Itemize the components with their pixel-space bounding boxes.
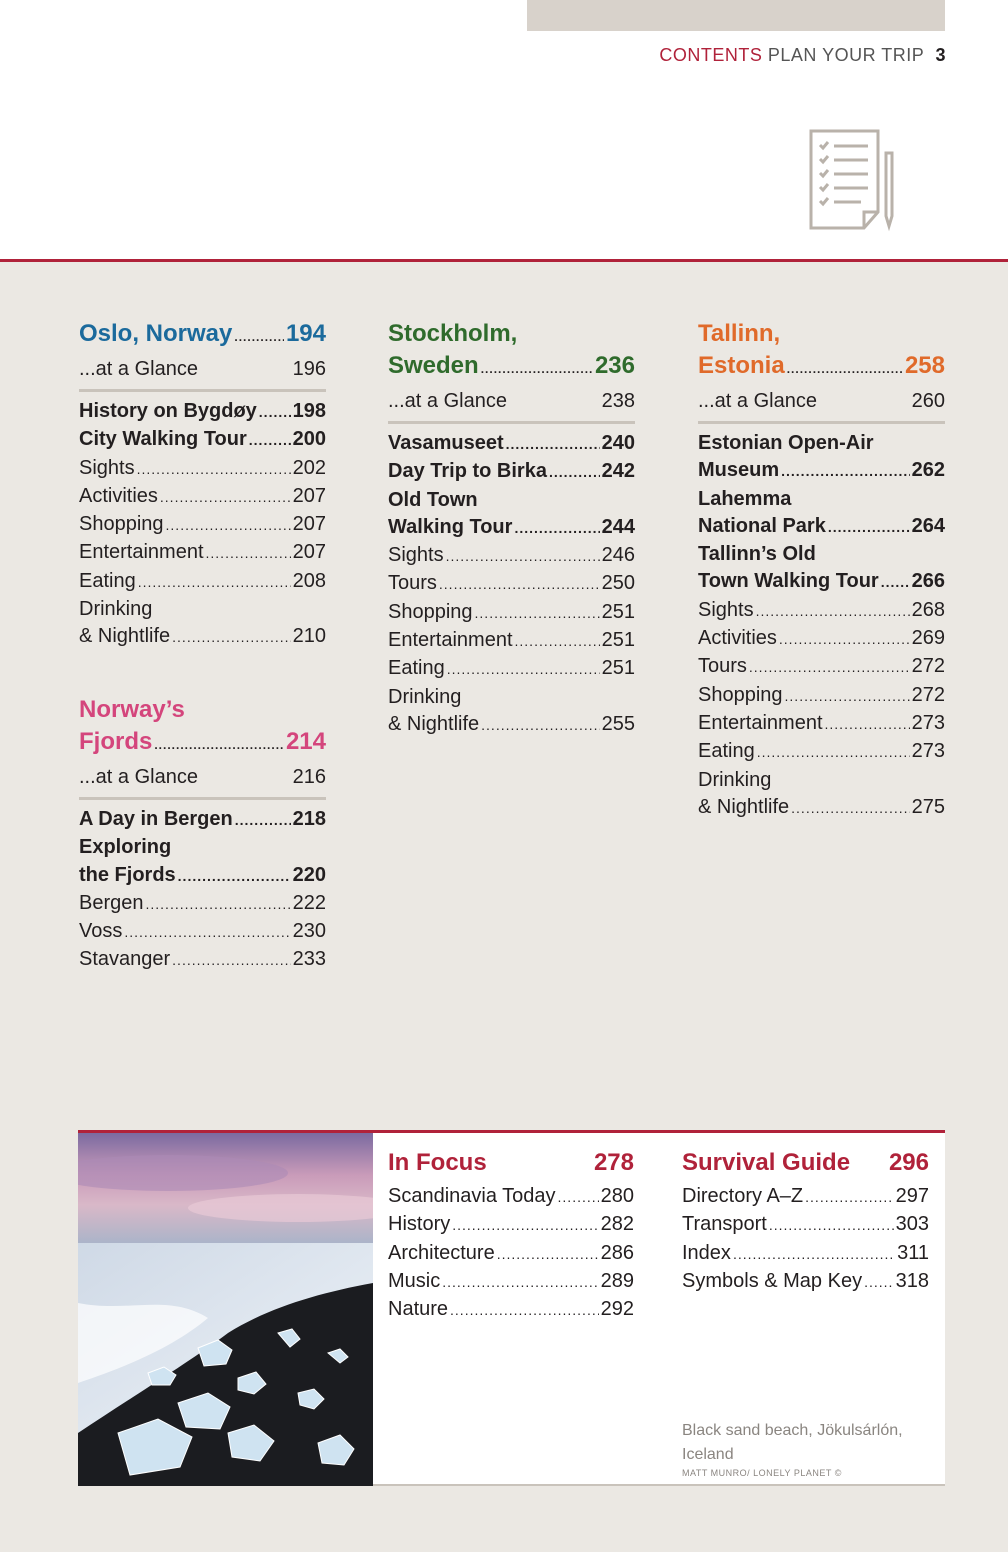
dot-leader [439,571,600,598]
dot-leader [178,863,291,890]
dot-leader [235,807,291,834]
toc-entry[interactable] [79,398,326,426]
toc-entry-label: Tours [698,655,747,678]
toc-entry-page: 303 [895,1213,929,1236]
toc-entry[interactable] [698,430,945,457]
page-number: 3 [935,45,946,65]
dot-leader [172,624,290,651]
toc-entry[interactable] [388,570,635,598]
header-rule [0,259,1008,262]
dot-leader [481,712,599,739]
toc-entry-label: Tours [388,572,437,595]
tallinn-glance[interactable]: ...at a Glance 260 [698,387,945,424]
toc-entry-label: Day Trip to Birka [388,460,547,483]
dot-leader [781,458,910,485]
dot-leader [206,540,291,567]
toc-entry-label: & Nightlife [79,625,171,648]
survival-title[interactable]: Survival Guide 296 [682,1149,929,1176]
toc-entry-page: 207 [292,541,326,564]
toc-entry-page: 280 [600,1185,634,1207]
toc-entry-page: 269 [911,627,945,650]
dot-leader [791,795,909,822]
toc-entry[interactable] [388,684,635,711]
toc-entry-label: Museum [698,459,780,482]
toc-entry[interactable] [388,627,635,655]
toc-entry-page: 272 [911,683,945,706]
dot-leader [442,1269,598,1296]
toc-entry[interactable] [79,890,326,918]
toc-entry-label: Entertainment [388,629,513,652]
toc-entry-label: Activities [79,484,158,507]
toc-entry-page: 272 [911,655,945,678]
toc-entry-label: Architecture [388,1241,495,1264]
toc-entry-label: Shopping [79,513,164,536]
toc-entry[interactable] [79,623,326,651]
beach-photo [78,1133,373,1486]
dot-leader [881,569,910,596]
toc-entry-page: 202 [292,456,326,479]
dot-leader [558,1184,599,1211]
dot-leader [447,656,600,683]
toc-entry-label: Directory A–Z [682,1185,804,1207]
dot-leader [769,1212,894,1239]
toc-entry-page: 297 [895,1185,929,1207]
toc-entry[interactable] [388,458,635,486]
toc-entry-label: Index [682,1241,731,1264]
toc-entry-label: Stavanger [79,948,171,971]
toc-entry-label: Tallinn’s Old [698,543,816,566]
toc-entry[interactable] [698,457,945,485]
dot-leader [515,628,600,655]
toc-entry-label: Eating [388,657,445,680]
dot-leader [137,456,291,483]
toc-entry-label: Eating [79,569,136,592]
stockholm-entries [388,430,635,739]
toc-entry[interactable] [698,541,945,568]
toc-entry-label: History [388,1213,451,1236]
toc-entry-label: Entertainment [698,711,823,734]
dot-leader [864,1269,894,1296]
toc-entry[interactable] [388,430,635,458]
dot-leader [259,399,291,426]
toc-entry-page: 255 [601,712,635,735]
toc-entry-page: 273 [911,740,945,763]
toc-entry-page: 222 [292,891,326,914]
toc-entry[interactable] [388,1240,634,1268]
toc-entry[interactable] [79,511,326,539]
dot-leader [549,459,600,486]
dot-leader [756,598,910,625]
toc-entry-page: 282 [600,1213,634,1236]
toc-entry[interactable] [698,625,945,653]
toc-entry[interactable] [698,653,945,681]
fjords-entries [79,806,326,975]
dot-leader [506,431,600,458]
toc-entry-label: Music [388,1269,441,1292]
toc-entry[interactable] [79,834,326,861]
toc-entry[interactable] [388,599,635,627]
bottom-panel [78,1130,945,1486]
toc-entry[interactable] [698,710,945,738]
toc-entry-label: Drinking [388,685,462,708]
dot-leader [138,569,291,596]
toc-entry-page: 230 [292,920,326,943]
toc-entry[interactable] [698,767,945,794]
dot-leader [749,654,910,681]
toc-entry-page: 218 [292,808,326,830]
toc-entry[interactable] [682,1240,929,1268]
stockholm-title[interactable]: Stockholm, Sweden ..... 236 [388,318,635,385]
toc-entry[interactable] [388,711,635,739]
toc-entry-page: 264 [911,514,945,537]
toc-entry[interactable] [698,513,945,541]
toc-entry[interactable] [698,738,945,766]
toc-entry-page: 311 [897,1241,929,1264]
survival-section [682,1147,929,1296]
toc-entry-label: Estonian Open-Air [698,432,874,454]
toc-entry-label: Transport [682,1213,767,1236]
toc-entry-label: Eating [698,740,755,763]
toc-entry-page: 198 [292,400,326,422]
toc-entry-label: Drinking [79,598,153,621]
dot-leader [166,512,291,539]
toc-entry[interactable] [79,539,326,567]
toc-entry[interactable] [79,918,326,946]
toc-entry-label: Drinking [698,768,772,791]
tallinn-title[interactable]: Tallinn, Estonia ..... 258 [698,318,945,385]
toc-entry-label: Town Walking Tour [698,570,879,593]
oslo-entries [79,398,326,652]
fjords-title[interactable]: Norway’s Fjords ..... 214 [79,694,326,761]
toc-entry-label: Bergen [79,891,144,914]
toc-entry-page: 318 [895,1269,929,1292]
toc-entry-page: 240 [601,432,635,454]
toc-entry-page: 207 [292,513,326,536]
header-area [0,0,1008,259]
dot-leader [805,1184,893,1211]
toc-entry-page: 251 [601,600,635,623]
tallinn-entries [698,430,945,822]
dot-leader [124,919,290,946]
dot-leader [497,1241,599,1268]
dot-leader [146,891,291,918]
toc-entry-label: Voss [79,920,123,943]
toc-entry-page: 220 [292,863,326,886]
toc-entry[interactable] [682,1211,929,1239]
toc-entry-page: 244 [601,515,635,538]
toc-entry-label: Lahemma [698,487,792,510]
toc-entry-label: A Day in Bergen [79,808,233,830]
toc-entry-page: 262 [911,459,945,482]
dot-leader [825,711,910,738]
toc-entry-page: 242 [601,460,635,483]
toc-entry[interactable] [388,514,635,542]
dot-leader [172,947,290,974]
toc-entry[interactable] [79,426,326,454]
toc-entry[interactable] [682,1268,929,1296]
toc-entry[interactable] [388,1268,634,1296]
toc-entry[interactable] [79,946,326,974]
photo-caption: Black sand beach, Jökulsárlón, Iceland [682,1422,903,1463]
oslo-title[interactable]: Oslo, Norway ..... 194 [79,318,326,353]
toc-entry[interactable] [79,483,326,511]
toc-entry-label: Scandinavia Today [388,1185,556,1207]
toc-entry-page: 251 [601,657,635,680]
toc-entry-page: 246 [601,544,635,567]
infocus-entries [388,1183,634,1324]
dot-leader [450,1297,599,1324]
toc-entry-label: & Nightlife [698,795,790,818]
toc-entry-page: 208 [292,569,326,592]
toc-entry[interactable] [388,1211,634,1239]
toc-entry-page: 233 [292,948,326,971]
fjords-glance[interactable]: ...at a Glance 216 [79,763,326,800]
toc-entry-label: Shopping [698,683,783,706]
toc-entry-label: & Nightlife [388,712,480,735]
dot-leader [733,1241,895,1268]
dot-leader [757,739,910,766]
toc-entry-page: 266 [911,570,945,593]
toc-entry[interactable] [388,487,635,514]
dot-leader [785,683,910,710]
toc-entry-page: 289 [600,1269,634,1292]
toc-entry[interactable] [388,1183,634,1211]
infocus-section [388,1147,634,1324]
dot-leader [828,514,910,541]
toc-entry[interactable] [79,862,326,890]
toc-entry[interactable] [388,655,635,683]
running-header [659,45,946,66]
toc-entry-label: Sights [698,598,754,621]
toc-entry[interactable] [79,568,326,596]
toc-entry-label: History on Bygdøy [79,400,257,422]
toc-entry-page: 286 [600,1241,634,1264]
infocus-title[interactable]: In Focus 278 [388,1149,634,1176]
toc-entry-page: 273 [911,711,945,734]
dot-leader [249,427,291,454]
dot-leader [779,626,910,653]
checklist-icon [806,128,898,234]
toc-entry[interactable] [388,1296,634,1324]
toc-entry[interactable] [79,806,326,834]
toc-entry-page: 210 [292,625,326,648]
toc-entry[interactable] [698,486,945,513]
toc-entry[interactable] [682,1183,929,1211]
toc-entry-label: Vasamuseet [388,432,504,454]
toc-entry-page: 275 [911,795,945,818]
dot-leader [452,1212,598,1239]
fjords-section [79,694,326,975]
stockholm-section [388,318,635,739]
header-contents: CONTENTS [659,45,763,65]
tallinn-section [698,318,945,822]
stockholm-glance[interactable]: ...at a Glance 238 [388,387,635,424]
toc-entry[interactable] [79,596,326,623]
toc-entry-page: 250 [601,572,635,595]
toc-entry-label: Sights [79,456,135,479]
toc-entry[interactable] [79,455,326,483]
toc-entry-label: City Walking Tour [79,428,247,451]
toc-entry-label: Entertainment [79,541,204,564]
toc-entry-label: Symbols & Map Key [682,1269,863,1292]
dot-leader [514,515,599,542]
toc-entry[interactable] [698,568,945,596]
dot-leader [475,600,600,627]
toc-entry-page: 207 [292,484,326,507]
header-tab [527,0,945,31]
photo-credit: MATT MUNRO/ LONELY PLANET © [682,1468,842,1478]
toc-entry[interactable] [698,794,945,822]
toc-entry-label: National Park [698,514,826,537]
toc-entry-page: 292 [600,1298,634,1321]
header-section: PLAN YOUR TRIP [767,45,924,65]
oslo-glance[interactable]: ...at a Glance 196 [79,355,326,392]
toc-entry-page: 200 [292,428,326,451]
toc-entry-label: Walking Tour [388,515,513,538]
toc-entry[interactable] [698,597,945,625]
toc-entry[interactable] [698,682,945,710]
toc-entry-page: 268 [911,598,945,621]
survival-entries [682,1183,929,1296]
toc-entry-label: Old Town [388,488,478,511]
toc-entry-label: the Fjords [79,863,176,886]
oslo-section [79,318,326,652]
dot-leader [446,543,600,570]
toc-entry-label: Activities [698,627,777,650]
toc-entry-label: Nature [388,1298,449,1321]
dot-leader [160,484,291,511]
toc-entry[interactable] [388,542,635,570]
toc-entry-page: 251 [601,629,635,652]
toc-entry-label: Sights [388,544,444,567]
toc-entry-label: Shopping [388,600,473,623]
toc-entry-label: Exploring [79,836,172,859]
